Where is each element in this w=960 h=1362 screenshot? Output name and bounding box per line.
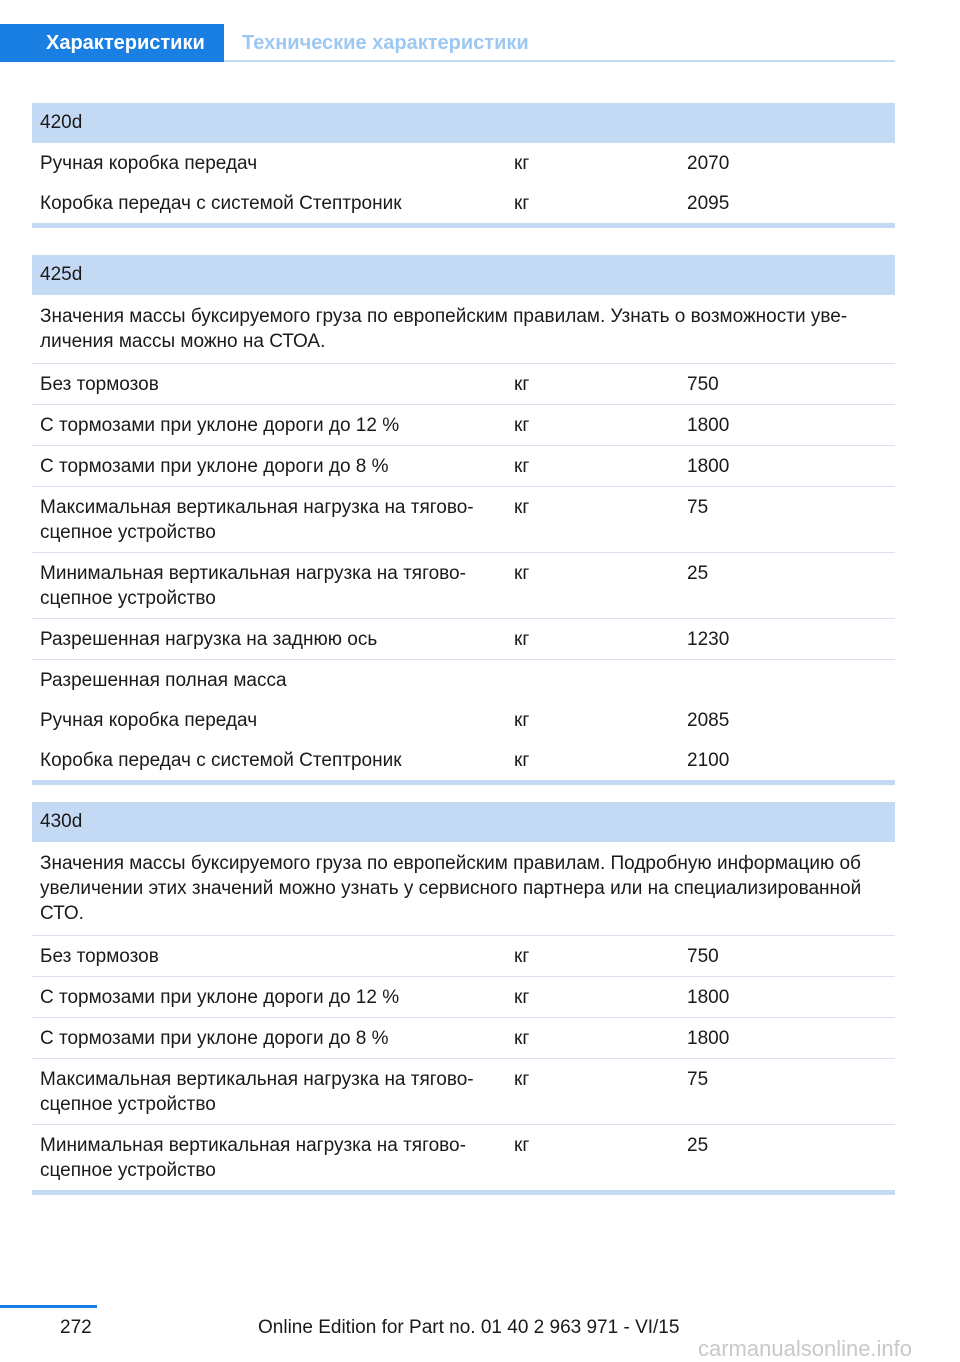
row-value: 750 [687, 946, 719, 967]
row-unit: кг [514, 193, 530, 214]
table-row [32, 977, 895, 1018]
row-unit: кг [514, 415, 530, 436]
table-row [32, 1125, 895, 1190]
chapter-tab[interactable]: Характеристики [0, 24, 224, 62]
row-label: Без тормозов [40, 946, 159, 967]
row-label: Разрешенная нагрузка на заднюю ось [40, 629, 378, 650]
row-unit: кг [514, 153, 530, 174]
edition-note: Online Edition for Part no. 01 40 2 963 971 - VI/15 [258, 1317, 680, 1338]
model-heading: 425d [32, 255, 895, 295]
page-header [0, 24, 895, 62]
row-value: 75 [687, 497, 709, 518]
row-label: Максимальная вертикальная нагрузка на тягово-сцепное устройство [40, 1069, 474, 1115]
model-heading: 430d [32, 802, 895, 842]
table-row [32, 619, 895, 660]
row-value: 1800 [687, 456, 730, 477]
header-divider [224, 60, 895, 62]
row-label: С тормозами при уклоне дороги до 8 % [40, 1028, 389, 1049]
row-label: Ручная коробка передач [40, 153, 258, 174]
row-unit: кг [514, 497, 530, 518]
table-row [32, 553, 895, 619]
table-end-bar [32, 223, 895, 228]
table-row [32, 446, 895, 487]
row-unit: кг [514, 710, 530, 731]
row-unit: кг [514, 1135, 530, 1156]
table-row [32, 1018, 895, 1059]
row-value: 750 [687, 374, 719, 395]
row-label: Разрешенная полная масса [40, 670, 287, 691]
row-value: 2070 [687, 153, 730, 174]
row-value: 1800 [687, 987, 730, 1008]
row-unit: кг [514, 987, 530, 1008]
spec-table-425d [32, 255, 895, 785]
table-row [32, 660, 895, 700]
row-label: Максимальная вертикальная нагрузка на тягово-сцепное устройство [40, 497, 474, 543]
table-row [32, 936, 895, 977]
row-label: Коробка передач с системой Стептроник [40, 750, 402, 771]
row-label: Коробка передач с системой Стептроник [40, 193, 402, 214]
row-label: Без тормозов [40, 374, 159, 395]
table-note: Значения массы буксируемого груза по европейским правилам. Узнать о возможности уве-личения массы можно на СТОА. [32, 295, 895, 364]
spec-table-420d [32, 103, 895, 228]
row-unit: кг [514, 1069, 530, 1090]
table-end-bar [32, 780, 895, 785]
table-row [32, 143, 895, 183]
row-label: С тормозами при уклоне дороги до 12 % [40, 987, 400, 1008]
section-tab[interactable]: Технические характеристики [242, 32, 529, 54]
row-value: 1230 [687, 629, 730, 650]
table-row [32, 487, 895, 553]
table-row [32, 405, 895, 446]
row-unit: кг [514, 374, 530, 395]
row-unit: кг [514, 456, 530, 477]
table-row [32, 1059, 895, 1125]
model-heading: 420d [32, 103, 895, 143]
row-label: Ручная коробка передач [40, 710, 258, 731]
row-label: С тормозами при уклоне дороги до 8 % [40, 456, 389, 477]
row-label: С тормозами при уклоне дороги до 12 % [40, 415, 400, 436]
table-end-bar [32, 1190, 895, 1195]
row-label: Минимальная вертикальная нагрузка на тягово-сцепное устройство [40, 1135, 466, 1181]
row-unit: кг [514, 1028, 530, 1049]
table-row [32, 740, 895, 780]
table-row [32, 364, 895, 405]
row-label: Минимальная вертикальная нагрузка на тягово-сцепное устройство [40, 563, 466, 609]
row-value: 2100 [687, 750, 730, 771]
row-unit: кг [514, 629, 530, 650]
table-row [32, 183, 895, 223]
row-value: 75 [687, 1069, 709, 1090]
spec-table-430d [32, 802, 895, 1195]
table-row [32, 700, 895, 740]
footer-accent-line [0, 1305, 97, 1308]
row-value: 25 [687, 563, 709, 584]
row-value: 25 [687, 1135, 709, 1156]
row-value: 2095 [687, 193, 730, 214]
row-unit: кг [514, 563, 530, 584]
row-unit: кг [514, 750, 530, 771]
watermark: carmanualsonline.info [698, 1336, 913, 1361]
page-number: 272 [60, 1317, 92, 1338]
table-note: Значения массы буксируемого груза по европейским правилам. Подробную информацию об увеличении этих значений можно узнать у сервисного партнера или на специализированной СТО. [32, 842, 895, 936]
row-value: 2085 [687, 710, 730, 731]
row-value: 1800 [687, 415, 730, 436]
row-unit: кг [514, 946, 530, 967]
row-value: 1800 [687, 1028, 730, 1049]
